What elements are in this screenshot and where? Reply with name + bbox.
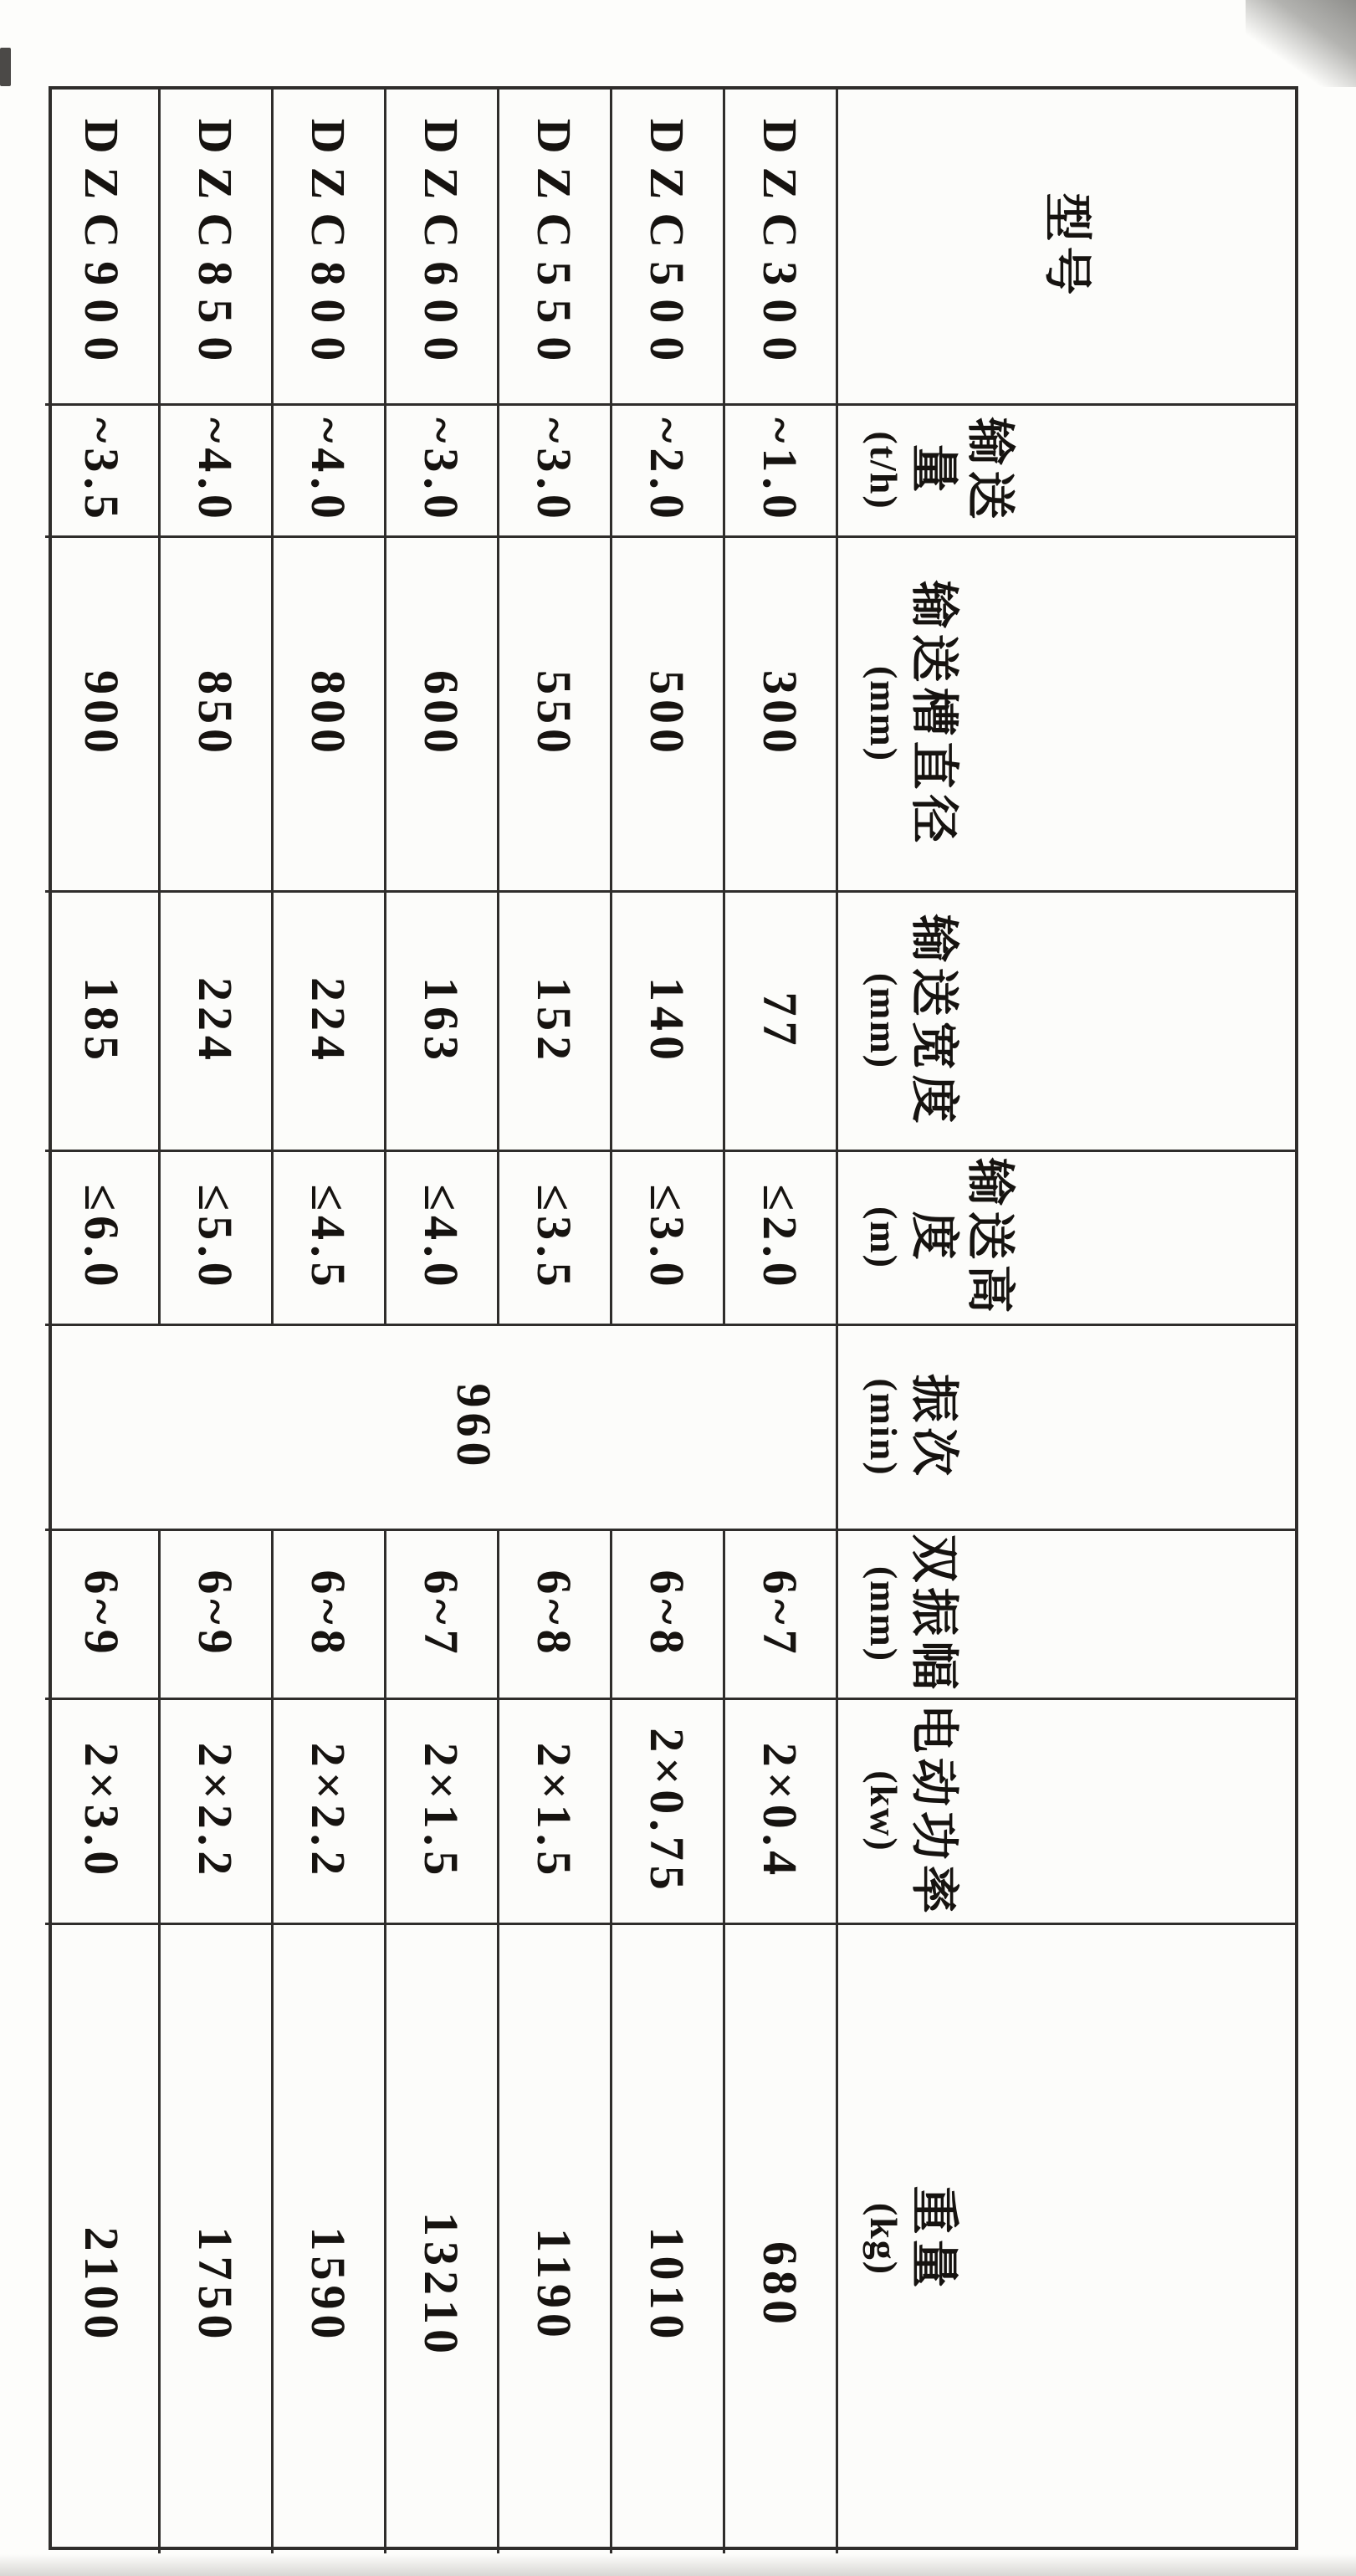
cell-vibration-frequency-merged [45,1326,836,1531]
cell-dzc500-weight [610,1925,723,2553]
cell-dzc850-trough-diameter [158,538,271,893]
header-weight-line: (kg) [862,2202,905,2276]
double-amplitude-value: 6~7 [414,1570,469,1659]
cell-dzc550-conveying-width [497,893,610,1152]
motor-power-value: 2×2.2 [301,1742,356,1881]
cell-dzc900-conveying-height [45,1152,158,1326]
cell-dzc800-double-amplitude [271,1531,384,1700]
conveying-capacity-value: ~2.0 [640,417,695,524]
header-conveying-height-line: (m) [862,1206,905,1269]
conveying-width-value: 163 [414,977,469,1065]
header-conveying-width-line: 输送宽度 [907,914,962,1129]
cell-dzc800-weight [271,1925,384,2553]
cell-dzc600-double-amplitude [384,1531,497,1700]
cell-dzc900-double-amplitude [45,1531,158,1700]
cell-dzc900-model [45,90,158,406]
trough-diameter-value: 300 [753,670,808,758]
header-vibration-frequency-line: 振次 [907,1373,962,1481]
header-conveying-height-line: 度 [907,1211,962,1265]
conveying-capacity-value: ~4.0 [188,417,243,524]
cell-dzc850-weight [158,1925,271,2553]
header-motor-power [836,1700,1295,1925]
conveying-height-value: ≤4.5 [301,1184,356,1292]
cell-dzc850-conveying-width [158,893,271,1152]
model-value: DZC500 [640,118,695,375]
cell-dzc900-trough-diameter [45,538,158,893]
header-conveying-width [836,893,1295,1152]
cell-dzc600-weight [384,1925,497,2553]
weight-value: 1590 [301,2226,356,2344]
conveying-capacity-value: ~3.0 [527,417,582,524]
cell-dzc550-model [497,90,610,406]
cell-dzc850-motor-power [158,1700,271,1925]
header-model-line: 型号 [1039,192,1094,300]
cell-dzc500-double-amplitude [610,1531,723,1700]
double-amplitude-value: 6~7 [753,1570,808,1659]
header-motor-power-line: (kw) [862,1770,905,1852]
motor-power-value: 2×0.4 [753,1742,808,1881]
header-double-amplitude-line: 双振幅 [907,1534,962,1695]
weight-value: 1190 [527,2228,582,2343]
cell-dzc800-conveying-height [271,1152,384,1326]
motor-power-value: 2×1.5 [527,1742,582,1881]
cell-dzc500-conveying-capacity [610,406,723,538]
motor-power-value: 2×1.5 [414,1742,469,1881]
trough-diameter-value: 900 [74,670,129,758]
header-conveying-capacity-line: 量 [907,443,962,498]
header-conveying-width-line: (mm) [862,972,905,1070]
cell-dzc800-conveying-width [271,893,384,1152]
cell-dzc600-trough-diameter [384,538,497,893]
trough-diameter-value: 600 [414,670,469,758]
cell-dzc850-conveying-capacity [158,406,271,538]
cell-dzc550-trough-diameter [497,538,610,893]
cell-dzc900-weight [45,1925,158,2553]
cell-dzc300-weight [723,1925,836,2553]
conveying-capacity-value: ~4.0 [301,417,356,524]
header-conveying-height [836,1152,1295,1326]
cell-dzc500-model [610,90,723,406]
header-weight [836,1925,1295,2553]
header-trough-diameter [836,538,1295,893]
conveying-width-value: 77 [753,991,808,1051]
cell-dzc300-double-amplitude [723,1531,836,1700]
cell-dzc800-model [271,90,384,406]
model-value: DZC850 [188,118,243,375]
trough-diameter-value: 500 [640,670,695,758]
motor-power-value: 2×2.2 [188,1742,243,1881]
cell-dzc900-conveying-width [45,893,158,1152]
conveying-height-value: ≤5.0 [188,1184,243,1292]
header-double-amplitude [836,1531,1295,1700]
conveying-width-value: 224 [301,977,356,1065]
cell-dzc900-conveying-capacity [45,406,158,538]
cell-dzc300-motor-power [723,1700,836,1925]
double-amplitude-value: 6~8 [640,1570,695,1659]
weight-value: 1750 [188,2226,243,2344]
conveying-width-value: 224 [188,977,243,1065]
vibration-frequency-value: 960 [447,1383,501,1472]
conveying-capacity-value: ~1.0 [753,417,808,524]
cell-dzc600-model [384,90,497,406]
header-conveying-capacity [836,406,1295,538]
cell-dzc550-conveying-capacity [497,406,610,538]
weight-value: 680 [753,2241,808,2329]
cell-dzc600-conveying-capacity [384,406,497,538]
conveying-width-value: 152 [527,977,582,1065]
conveying-capacity-value: ~3.0 [414,417,469,524]
double-amplitude-value: 6~8 [527,1570,582,1659]
header-conveying-height-line: 输送高 [963,1157,1018,1319]
model-value: DZC900 [74,118,129,375]
conveying-height-value: ≤2.0 [753,1184,808,1292]
page-bottom-shadow [0,2554,1356,2576]
trough-diameter-value: 550 [527,670,582,758]
header-conveying-capacity-line: (t/h) [862,431,905,510]
cell-dzc500-motor-power [610,1700,723,1925]
rotated-table-wrapper [49,86,1298,2550]
cell-dzc300-conveying-capacity [723,406,836,538]
cell-dzc300-conveying-height [723,1152,836,1326]
header-double-amplitude-line: (mm) [862,1565,905,1663]
scan-corner-smudge [1246,0,1356,87]
header-model [836,90,1295,406]
cell-dzc850-double-amplitude [158,1531,271,1700]
header-motor-power-line: 电动功率 [907,1703,962,1918]
model-value: DZC800 [301,118,356,375]
cell-dzc600-conveying-width [384,893,497,1152]
cell-dzc300-model [723,90,836,406]
conveying-height-value: ≤3.0 [640,1184,695,1292]
cell-dzc550-weight [497,1925,610,2553]
model-value: DZC600 [414,118,469,375]
conveying-width-value: 140 [640,977,695,1065]
scan-edge-mark [0,48,11,86]
model-value: DZC550 [527,118,582,375]
cell-dzc550-motor-power [497,1700,610,1925]
weight-value: 1010 [640,2226,695,2344]
cell-dzc600-motor-power [384,1700,497,1925]
cell-dzc500-conveying-height [610,1152,723,1326]
cell-dzc800-trough-diameter [271,538,384,893]
cell-dzc900-motor-power [45,1700,158,1925]
conveying-height-value: ≤4.0 [414,1184,469,1292]
cell-dzc300-conveying-width [723,893,836,1152]
trough-diameter-value: 800 [301,670,356,758]
conveying-capacity-value: ~3.5 [74,417,129,524]
header-vibration-frequency [836,1326,1295,1531]
motor-power-value: 2×3.0 [74,1742,129,1881]
cell-dzc550-conveying-height [497,1152,610,1326]
cell-dzc500-trough-diameter [610,538,723,893]
spec-table [49,86,1298,2550]
weight-value: 2100 [74,2226,129,2344]
conveying-width-value: 185 [74,977,129,1065]
conveying-height-value: ≤6.0 [74,1184,129,1292]
model-value: DZC300 [753,118,808,375]
weight-value: 13210 [414,2212,469,2358]
header-weight-line: 重量 [907,2185,962,2293]
double-amplitude-value: 6~8 [301,1570,356,1659]
header-conveying-capacity-line: 输送 [963,417,1018,525]
cell-dzc800-conveying-capacity [271,406,384,538]
cell-dzc600-conveying-height [384,1152,497,1326]
cell-dzc850-conveying-height [158,1152,271,1326]
header-trough-diameter-line: (mm) [862,665,905,763]
double-amplitude-value: 6~9 [74,1570,129,1659]
cell-dzc300-trough-diameter [723,538,836,893]
cell-dzc800-motor-power [271,1700,384,1925]
conveying-height-value: ≤3.5 [527,1184,582,1292]
double-amplitude-value: 6~9 [188,1570,243,1659]
cell-dzc550-double-amplitude [497,1531,610,1700]
cell-dzc850-model [158,90,271,406]
motor-power-value: 2×0.75 [640,1728,695,1895]
header-trough-diameter-line: 输送槽直径 [907,580,962,848]
trough-diameter-value: 850 [188,670,243,758]
cell-dzc500-conveying-width [610,893,723,1152]
header-vibration-frequency-line: (min) [862,1378,905,1477]
